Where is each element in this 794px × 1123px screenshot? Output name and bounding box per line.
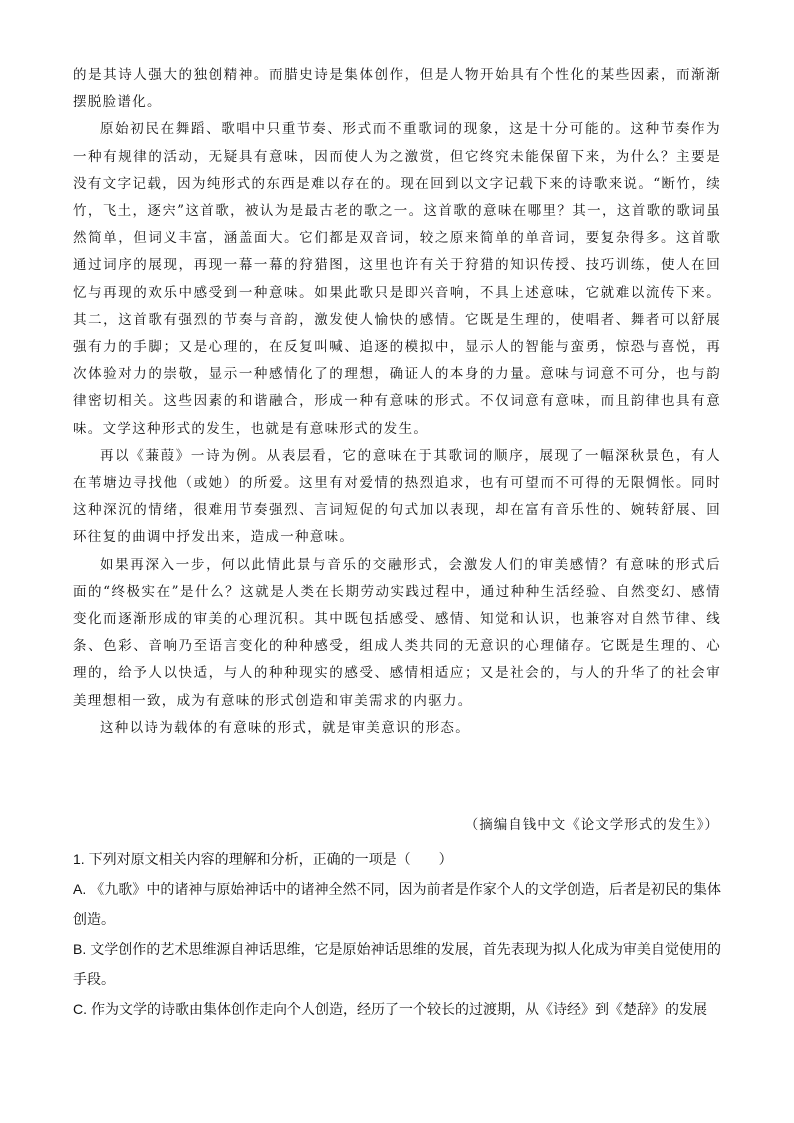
option-c: [73, 994, 721, 1024]
question-stem: 1. 下列对原文相关内容的理解和分析，正确的一项是（ ）: [73, 851, 453, 867]
option-b-text: 文学创作的艺术思维源自神话思维，它是原始神话思维的发展，首先表现为拟人化成为审美自觉使用的手段。: [73, 941, 721, 987]
passage-paragraph-2: 原始初民在舞蹈、歌唱中只重节奏、形式而不重歌词的现象，这是十分可能的。这种节奏作为一种有规律的活动，无疑具有意味，因而使人为之激赏，但它终究未能保留下来，为什么？主要是没有文字记载，因为纯形式的东西是难以存在的。现在回到以文字记载下来的诗歌来说。“断竹，续竹，飞土，逐宍”这首歌，被认为是最古老的歌之一。这首歌的意味在哪里？其一，这首歌的歌词虽然简单，但词义丰富，涵盖面大。它们都是双音词，较之原来简单的单音词，要复杂得多。这首歌通过词序的展现，再现一幕一幕的狩猎图，这里也许有关于狩猎的知识传授、技巧训练，使人在回忆与再现的欢乐中感受到一种意味。如果此歌只是即兴音响，不具上述意味，它就难以流传下来。其二，这首歌有强烈的节奏与音韵，激发使人愉快的感情。它既是生理的，使唱者、舞者可以舒展强有力的手脚；又是心理的，在反复叫喊、追逐的模拟中，显示人的智能与蛮勇，惊恐与喜悦，再次体验对力的崇敬，显示一种感情化了的理想，确证人的本身的力量。意味与词意不可分，也与韵律密切相关。这些因素的和谐融合，形成一种有意味的形式。不仅词意有意味，而且韵律也具有意味。文学这种形式的发生，也就是有意味形式的发生。: [73, 121, 721, 437]
option-a: [73, 874, 721, 934]
option-b-label: B.: [73, 941, 87, 957]
option-c-text: 作为文学的诗歌由集体创作走向个人创造，经历了一个较长的过渡期，从《诗经》到《楚辞》的发展: [91, 1001, 707, 1017]
passage-paragraph-4: 如果再深入一步，何以此情此景与音乐的交融形式，会激发人们的审美感情？有意味的形式后面的“终极实在”是什么？这就是人类在长期劳动实践过程中，通过种种生活经验、自然变幻、感情变化而逐渐形成的审美的心理沉积。其中既包括感受、感情、知觉和认识，也兼容对自然节律、线条、色彩、音响乃至语言变化的种种感受，组成人类共同的无意识的心理储存。它既是生理的、心理的，给予人以快适，与人的种种现实的感受、感情相适应；又是社会的，与人的升华了的社会审美理想相一致，成为有意味的形式创造和审美需求的内驱力。: [73, 556, 721, 709]
option-a-label: A.: [73, 881, 87, 897]
option-b: [73, 934, 721, 994]
option-c-label: C.: [73, 1001, 87, 1017]
reading-passage: [73, 62, 721, 742]
passage-source: （摘编自钱中文《论文学形式的发生》）: [464, 817, 719, 833]
passage-paragraph-1: 的是其诗人强大的独创精神。而腊史诗是集体创作，但是人物开始具有个性化的某些因素，而渐渐摆脱脸谱化。: [73, 67, 721, 111]
option-a-text: 《九歌》中的诸神与原始神话中的诸神全然不同，因为前者是作家个人的文学创造，后者是初民的集体创造。: [73, 881, 721, 927]
passage-paragraph-3: 再以《蒹葭》一诗为例。从表层看，它的意味在于其歌词的顺序，展现了一幅深秋景色，有人在苇塘边寻找他（或她）的所爱。这里有对爱情的热烈追求，也有可望而不可得的无限惆怅。同时这种深沉的情绪，很难用节奏强烈、言词短促的句式加以表现，却在富有音乐性的、婉转舒展、回环往复的曲调中抒发出来，造成一种意味。: [73, 447, 721, 546]
passage-paragraph-5: 这种以诗为载体的有意味的形式，就是审美意识的形态。: [100, 719, 470, 736]
